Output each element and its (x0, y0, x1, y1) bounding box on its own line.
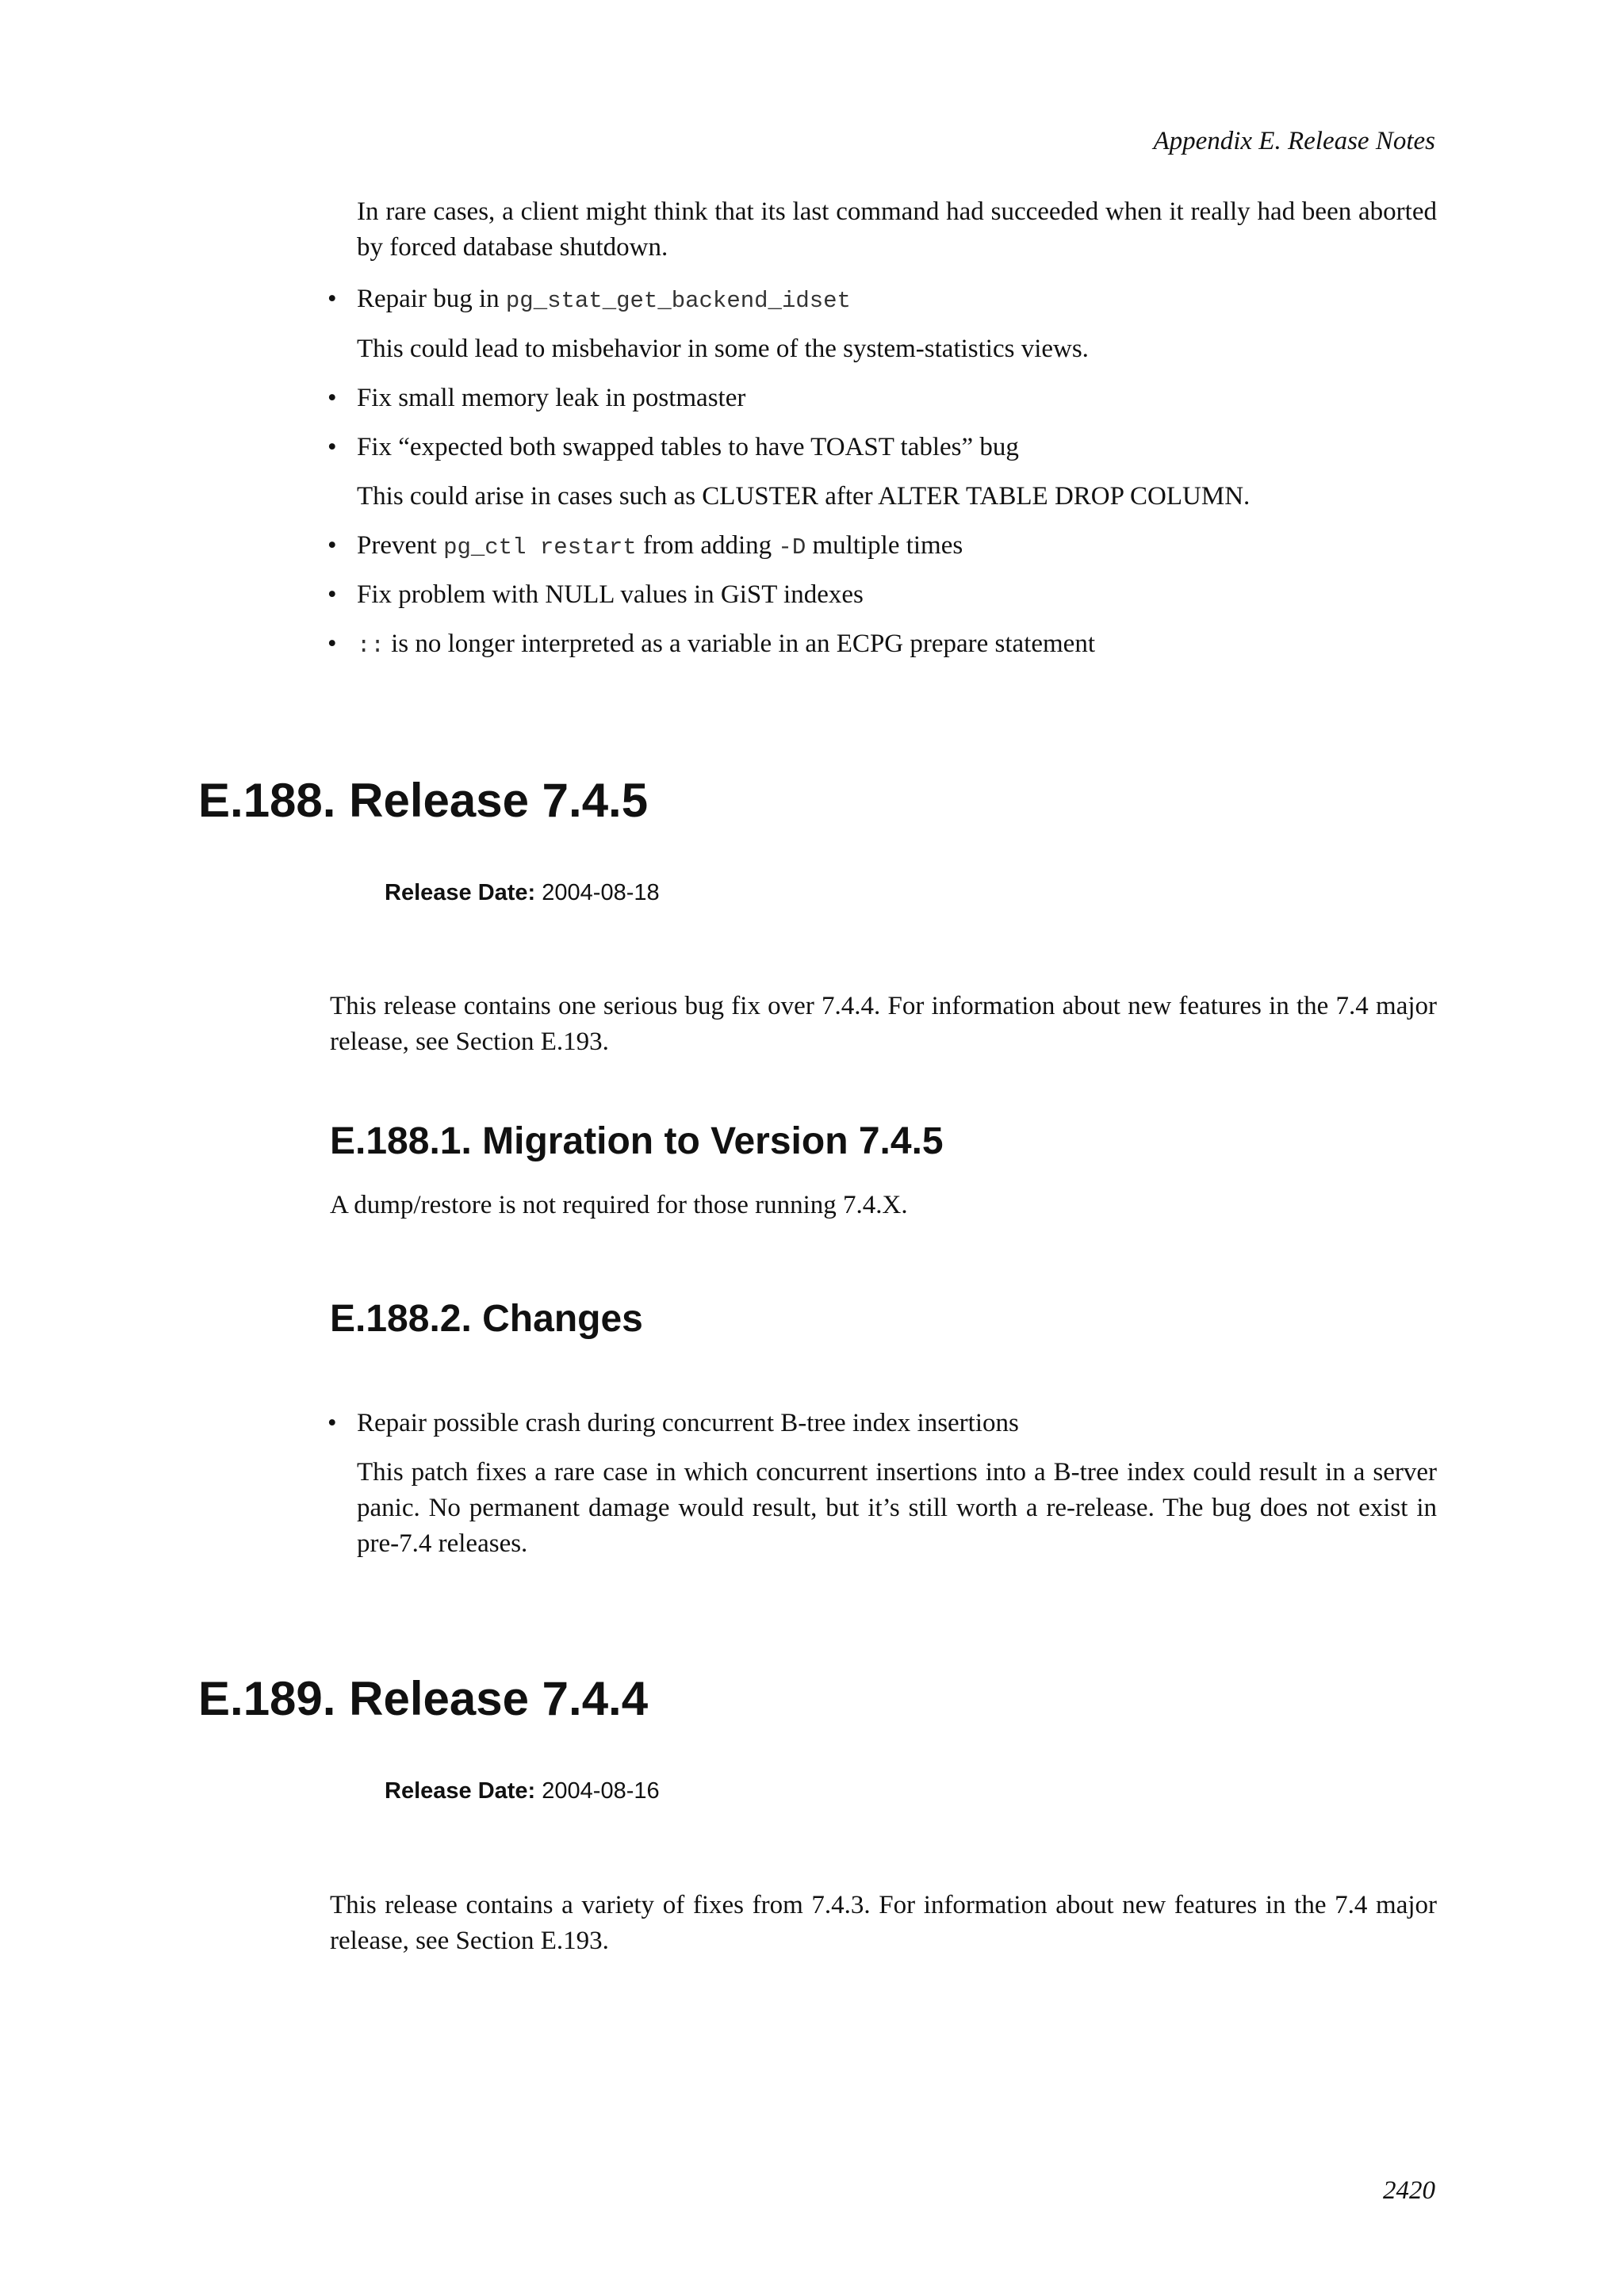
release-date-value: 2004-08-16 (542, 1778, 660, 1804)
list-item-text: Fix problem with NULL values in GiST indexes (357, 580, 864, 609)
bullet-icon: • (327, 580, 337, 609)
list-item-note: This could arise in cases such as CLUSTER after ALTER TABLE DROP COLUMN. (357, 482, 1251, 511)
bullet-icon: • (327, 285, 337, 313)
code-literal: pg_stat_get_backend_idset (505, 288, 851, 314)
page-number: 2420 (1383, 2176, 1435, 2205)
list-item-note: This patch fixes a rare case in which concurrent insertions into a B-tree index could result in a server panic. No permanent damage would result, but it’s still worth a re-release. The bug does not exist in pre-7.4 releases. (357, 1458, 1437, 1558)
section-heading-e189: E.189. Release 7.4.4 (198, 1672, 649, 1725)
code-literal: -D (778, 534, 806, 561)
release-intro: This release contains a variety of fixes from 7.4.3. For information about new features in the 7.4 major release, see Section E.193. (330, 1891, 1437, 1955)
release-date (385, 880, 660, 906)
release-date-label: Release Date: (385, 880, 536, 905)
list-item-text: Repair bug in pg_stat_get_backend_idset (357, 285, 851, 314)
list-item-text: Fix “expected both swapped tables to have TOAST tables” bug (357, 433, 1019, 461)
running-head: Appendix E. Release Notes (1153, 127, 1435, 155)
bullet-icon: • (327, 531, 337, 560)
release-intro: This release contains one serious bug fix over 7.4.4. For information about new features in the 7.4 major release, see Section E.193. (330, 992, 1437, 1056)
list-item-text: :: is no longer interpreted as a variable in an ECPG prepare statement (357, 629, 1096, 659)
section-heading-e188: E.188. Release 7.4.5 (198, 774, 649, 827)
list-item-text: Fix small memory leak in postmaster (357, 384, 746, 412)
intro-paragraph: In rare cases, a client might think that its last command had succeeded when it really had been aborted by forced database shutdown. (357, 197, 1437, 262)
bullet-icon: • (327, 1409, 337, 1437)
bullet-icon: • (327, 433, 337, 461)
release-date (385, 1778, 660, 1804)
list-item-note: This could lead to misbehavior in some of the system-statistics views. (357, 335, 1089, 363)
subsection-heading-changes: E.188.2. Changes (330, 1298, 643, 1340)
release-date-label: Release Date: (385, 1778, 536, 1804)
code-literal: :: (357, 633, 385, 659)
subsection-heading-migration: E.188.1. Migration to Version 7.4.5 (330, 1120, 944, 1162)
list-item-text: Prevent pg_ctl restart from adding -D multiple times (357, 531, 963, 561)
code-literal: pg_ctl restart (443, 534, 637, 561)
release-date-value: 2004-08-18 (542, 880, 660, 905)
migration-text: A dump/restore is not required for those running 7.4.X. (330, 1191, 908, 1219)
list-item-text: Repair possible crash during concurrent B-tree index insertions (357, 1409, 1019, 1437)
bullet-icon: • (327, 629, 337, 658)
bullet-icon: • (327, 384, 337, 412)
